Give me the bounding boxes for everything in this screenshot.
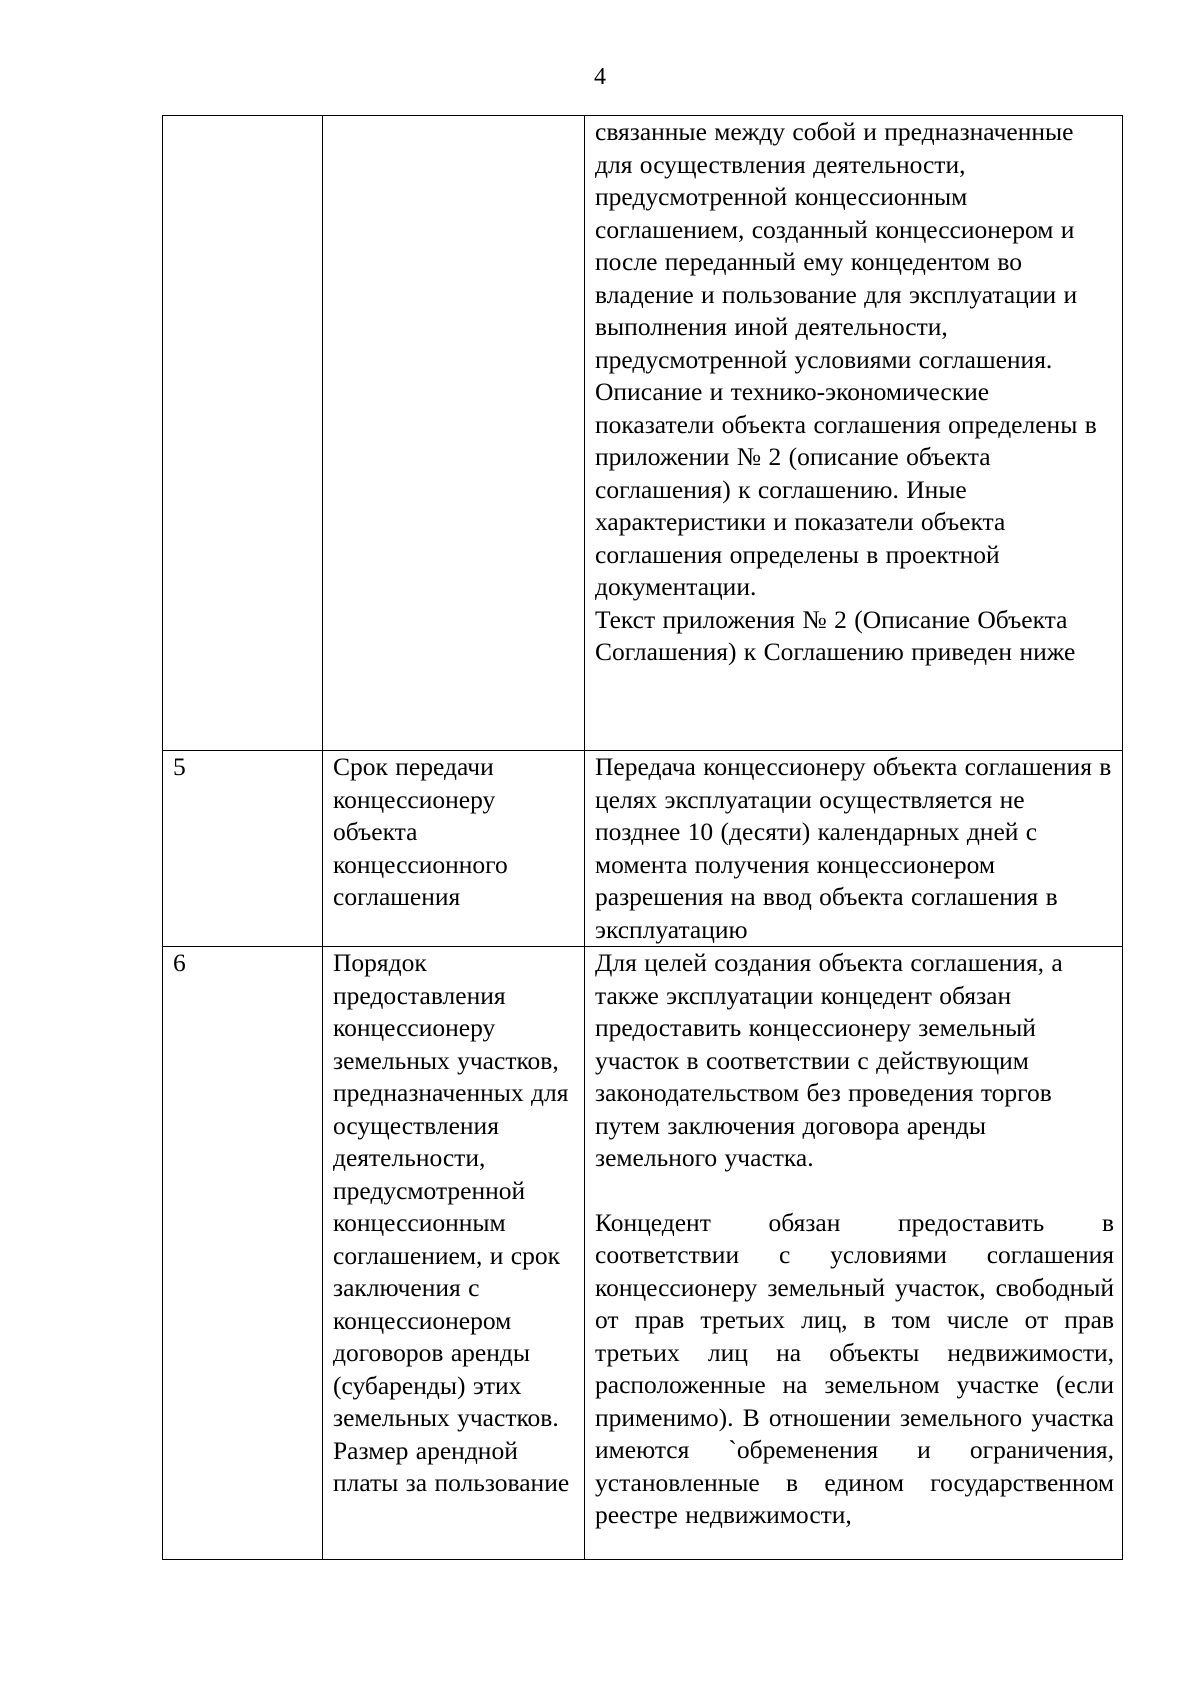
description-paragraph: Концедент обязан предоставить в соответствии с условиями соглашения концессионеру земельный участок, свободный от прав третьих лиц, в том числе от прав третьих лиц на объекты недвижимости, расположенные на земельном участке (если применимо). В отношении земельного участка имеются `обременения и ограничения, установленные в едином государственном реестре недвижимости, (595, 1207, 1114, 1529)
page-number: 4 (594, 64, 606, 90)
table-row (163, 116, 1123, 751)
row-number-cell: 5 (163, 751, 323, 947)
row-number-cell: 6 (163, 947, 323, 1560)
row-description-cell (585, 751, 1123, 947)
description-paragraph: связанные между собой и предназначенные для осуществления деятельности, предусмотренной концессионным соглашением, созданный концессионером и после переданный ему концедентом во владение и пользование для эксплуатации и выполнения иной деятельности, предусмотренной условиями соглашения. Описание и технико-экономические показатели объекта соглашения определены в приложении № 2 (описание объекта соглашения) к соглашению. Иные характеристики и показатели объекта соглашения определены в проектной документации. (595, 117, 1097, 601)
row-description-cell (585, 116, 1123, 751)
row-number-cell (163, 116, 323, 751)
table-row (163, 751, 1123, 947)
row-description-cell (585, 947, 1123, 1560)
row-title-cell (323, 116, 585, 751)
row-title-cell: Срок передачи концессионеру объекта концессионного соглашения (323, 751, 585, 947)
description-paragraph: Текст приложения № 2 (Описание Объекта Соглашения) к Соглашению приведен ниже (595, 604, 1076, 666)
description-paragraph: Для целей создания объекта соглашения, а также эксплуатации концедент обязан предоставить концессионеру земельный участок в соответствии с действующим законодательством без проведения торгов путем заключения договора аренды земельного участка. (595, 948, 1063, 1172)
concession-terms-table (162, 115, 1123, 1560)
description-paragraph: Передача концессионеру объекта соглашения в целях эксплуатации осуществляется не позднее 10 (десяти) календарных дней с момента получения концессионером разрешения на ввод объекта соглашения в эксплуатацию (595, 752, 1112, 944)
row-title-cell: Порядок предоставления концессионеру земельных участков, предназначенных для осуществления деятельности, предусмотренной концессионным соглашением, и срок заключения с концессионером договоров аренды (субаренды) этих земельных участков. Размер арендной платы за пользование (323, 947, 585, 1560)
table-row (163, 947, 1123, 1560)
